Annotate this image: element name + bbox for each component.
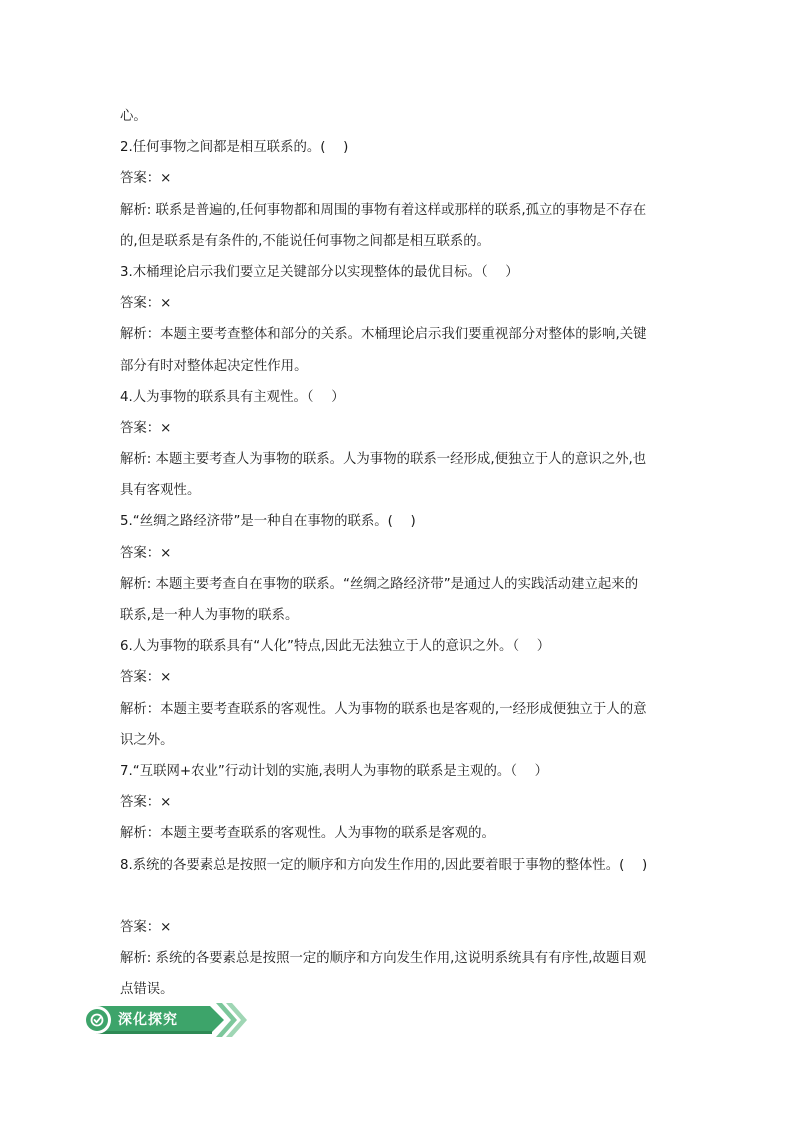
explanation-2-line-2: 的,但是联系是有条件的,不能说任何事物之间都是相互联系的。 <box>120 233 491 249</box>
question-5: 5.“丝绸之路经济带”是一种自在事物的联系。( ) <box>120 514 416 530</box>
answer-2: 答案：× <box>120 171 172 187</box>
explanation-6-line-1: 解析：本题主要考查联系的客观性。人为事物的联系也是客观的,一经形成便独立于人的意 <box>120 701 647 717</box>
text-line: 心。 <box>120 109 147 124</box>
question-7: 7.“互联网+农业”行动计划的实施,表明人为事物的联系是主观的。（ ） <box>120 763 549 779</box>
question-4: 4.人为事物的联系具有主观性。（ ） <box>120 389 345 405</box>
explanation-8-line-2: 点错误。 <box>120 982 174 998</box>
explanation-4-line-2: 具有客观性。 <box>120 483 201 499</box>
explanation-2-line-1: 解析: 联系是普遍的,任何事物都和周围的事物有着这样或那样的联系,孤立的事物是不存在 <box>120 202 647 218</box>
icon-disc <box>86 1009 108 1031</box>
question-list <box>120 101 685 1005</box>
explanation-4-line-1: 解析: 本题主要考查人为事物的联系。人为事物的联系一经形成,便独立于人的意识之外,也 <box>120 452 647 468</box>
explanation-5-line-2: 联系,是一种人为事物的联系。 <box>120 608 299 623</box>
question-3: 3.木桶理论启示我们要立足关键部分以实现整体的最优目标。（ ） <box>120 264 519 280</box>
answer-6: 答案：× <box>120 670 172 686</box>
explanation-3-line-1: 解析：本题主要考查整体和部分的关系。木桶理论启示我们要重视部分对整体的影响,关键 <box>120 327 647 343</box>
explanation-5-line-1: 解析: 本题主要考查自在事物的联系。“丝绸之路经济带”是通过人的实践活动建立起来的 <box>120 576 639 592</box>
answer-8: 答案：× <box>120 919 172 935</box>
answer-7: 答案：× <box>120 795 172 811</box>
explanation-8-line-1: 解析: 系统的各要素总是按照一定的顺序和方向发生作用,这说明系统具有有序性,故题目观 <box>120 951 647 967</box>
banner-shadow <box>96 1031 212 1034</box>
question-8: 8.系统的各要素总是按照一定的顺序和方向发生作用的,因此要着眼于事物的整体性。( ) <box>120 857 648 873</box>
answer-3: 答案：× <box>120 296 172 312</box>
section-title: 深化探究 <box>118 1012 178 1028</box>
question-6: 6.人为事物的联系具有“人化”特点,因此无法独立于人的意识之外。（ ） <box>120 639 551 655</box>
answer-4: 答案：× <box>120 420 172 436</box>
explanation-3-line-2: 部分有时对整体起决定性作用。 <box>120 358 308 374</box>
section-banner <box>82 1001 248 1039</box>
blank-gap <box>120 881 685 912</box>
question-2: 2.任何事物之间都是相互联系的。( ) <box>120 140 349 156</box>
explanation-7: 解析：本题主要考查联系的客观性。人为事物的联系是客观的。 <box>120 826 495 842</box>
answer-5: 答案：× <box>120 545 172 561</box>
explanation-6-line-2: 识之外。 <box>120 732 174 748</box>
